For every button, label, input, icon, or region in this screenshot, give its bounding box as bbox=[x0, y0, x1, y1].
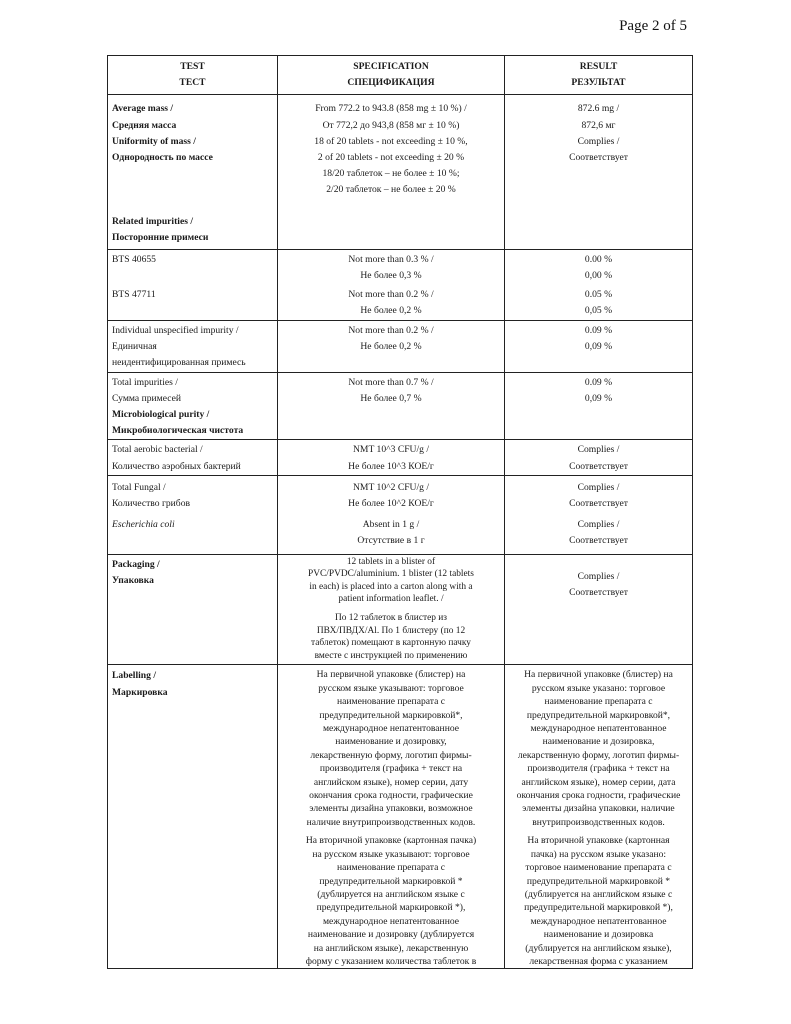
test-cell: Labelling / Маркировка bbox=[108, 665, 278, 969]
result-cell: Complies / Соответствует bbox=[505, 554, 693, 665]
table-row-packaging bbox=[108, 554, 693, 665]
header-specification: SPECIFICATION СПЕЦИФИКАЦИЯ bbox=[278, 56, 505, 95]
test-cell: Total Fungal / Количество грибов Escherichia coli bbox=[108, 475, 278, 554]
test-cell: Packaging / Упаковка bbox=[108, 554, 278, 665]
test-cell: Average mass / Средняя масса Uniformity of mass / Однородность по массе Related impurities / Посторонние примеси bbox=[108, 95, 278, 249]
table-row-fungal bbox=[108, 475, 693, 554]
result-cell: На первичной упаковке (блистер) на русском языке указано: торговое наименование препарата с предупредительной маркировкой*, международное непатентованное наименование и дозировка, лекарственную форму, логотип фирмы- производителя (графика + текст на английском языке), номер серии, дата окончания срока годности, графические элементы дизайна упаковки, наличие внутрипроизводственных кодов. На вторичной упаковке (картонная пачка) на русском языке указано: торговое наименование препарата с предупредительной маркировкой * (дублируется на английском языке с предупредительной маркировкой *), международное непатентованное наименование и дозировка (дублируется на английском языке), лекарственная форма с указанием bbox=[505, 665, 693, 969]
table-row-average-mass bbox=[108, 95, 693, 249]
table-row-bts bbox=[108, 249, 693, 320]
result-cell: 0.09 % 0,09 % bbox=[505, 321, 693, 373]
test-cell: Total impurities / Сумма примесей Microbiological purity / Микробиологическая чистота bbox=[108, 372, 278, 440]
spec-cell: NMT 10^3 CFU/g / Не более 10^3 КОЕ/г bbox=[278, 440, 505, 475]
result-cell: 0.09 % 0,09 % bbox=[505, 372, 693, 440]
spec-cell: Not more than 0.2 % / Не более 0,2 % bbox=[278, 321, 505, 373]
page-number: Page 2 of 5 bbox=[619, 18, 687, 34]
spec-cell: NMT 10^2 CFU/g / Не более 10^2 КОЕ/г Absent in 1 g / Отсутствие в 1 г bbox=[278, 475, 505, 554]
table-row-labelling bbox=[108, 665, 693, 969]
spec-cell: From 772.2 to 943.8 (858 mg ± 10 %) / От 772,2 до 943,8 (858 мг ± 10 %) 18 of 20 tablets - not exceeding ± 10 %, 2 of 20 tablets - not exceeding ± 20 % 18/20 таблеток – не более ± 10 %; 2/20 таблеток – не более ± 20 % bbox=[278, 95, 505, 249]
table-row-aerobic bbox=[108, 440, 693, 475]
spec-cell: Not more than 0.7 % / Не более 0,7 % bbox=[278, 372, 505, 440]
header-result: RESULT РЕЗУЛЬТАТ bbox=[505, 56, 693, 95]
header-test: TEST ТЕСТ bbox=[108, 56, 278, 95]
specification-table bbox=[107, 55, 693, 969]
table-row-individual-impurity bbox=[108, 321, 693, 373]
result-cell: 0.00 % 0,00 % 0.05 % 0,05 % bbox=[505, 249, 693, 320]
table-row-total-impurities bbox=[108, 372, 693, 440]
spec-cell: 12 tablets in a blister of PVC/PVDC/aluminium. 1 blister (12 tablets in each) is placed into a carton along with a patient information leaflet. / По 12 таблеток в блистер из ПВХ/ПВДХ/Al. По 1 блистеру (по 12 таблеток) помещают в картонную пачку вместе с инструкцией по применению bbox=[278, 554, 505, 665]
spec-cell: Not more than 0.3 % / Не более 0,3 % Not more than 0.2 % / Не более 0,2 % bbox=[278, 249, 505, 320]
table-header-row bbox=[108, 56, 693, 95]
test-cell: Total aerobic bacterial / Количество аэробных бактерий bbox=[108, 440, 278, 475]
result-cell: 872.6 mg / 872,6 мг Complies / Соответствует bbox=[505, 95, 693, 249]
result-cell: Complies / Соответствует bbox=[505, 440, 693, 475]
test-cell: Individual unspecified impurity / Единичная неидентифицированная примесь bbox=[108, 321, 278, 373]
spec-cell: На первичной упаковке (блистер) на русском языке указывают: торговое наименование препарата с предупредительной маркировкой*, международное непатентованное наименование и дозировку, лекарственную форму, логотип фирмы- производителя (графика + текст на английском языке), номер серии, дату окончания срока годности, графические элементы дизайна упаковки, возможное наличие внутрипроизводственных кодов. На вторичной упаковке (картонная пачка) на русском языке указывают: торговое наименование препарата с предупредительной маркировкой * (дублируется на английском языке с предупредительной маркировкой *), международное непатентованное наименование и дозировку (дублируется на английском языке), лекарственную форму с указанием количества таблеток в bbox=[278, 665, 505, 969]
result-cell: Complies / Соответствует Complies / Соответствует bbox=[505, 475, 693, 554]
test-cell: BTS 40655 BTS 47711 bbox=[108, 249, 278, 320]
